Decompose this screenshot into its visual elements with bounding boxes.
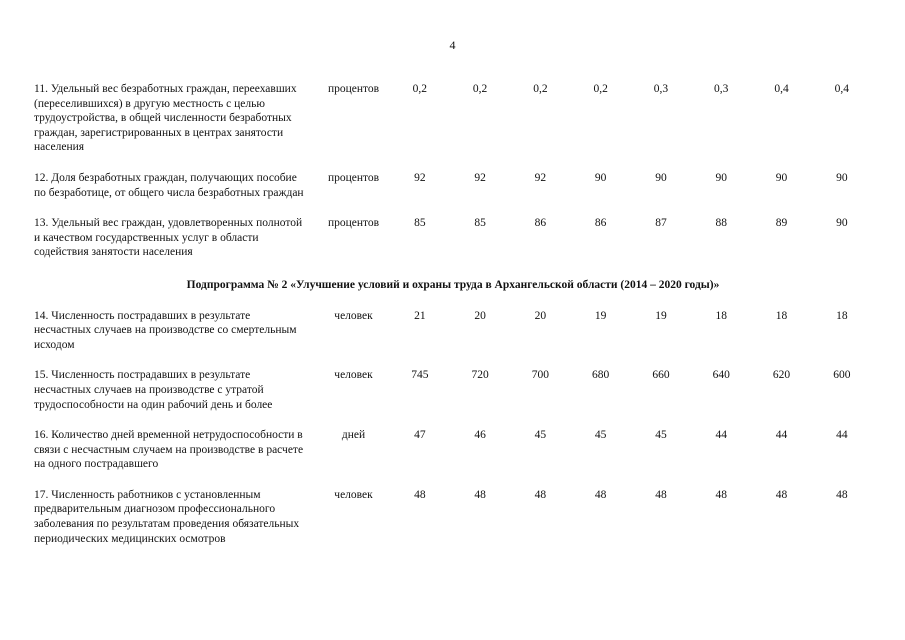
indicator-name: 16. Количество дней временной нетрудоспособности в связи с несчастным случаем на производстве в расчете на одного пострадавшего	[34, 429, 304, 471]
table-row	[34, 488, 872, 562]
value-cell: 90	[836, 217, 848, 230]
indicator-name: 12. Доля безработных граждан, получающих пособие по безработице, от общего числа безработных граждан	[34, 171, 304, 199]
value-cell: 90	[775, 171, 788, 184]
value-cell: 90	[655, 171, 667, 184]
value-cell: 92	[414, 171, 426, 184]
value-cell: 48	[534, 488, 547, 501]
value-cell: 19	[655, 309, 667, 322]
value-cell: 45	[655, 429, 667, 442]
value-cell: 21	[414, 309, 426, 322]
value-cell: 20	[534, 309, 547, 322]
table-row	[34, 82, 872, 171]
value-cell: 0,2	[472, 83, 488, 95]
table-row	[34, 171, 872, 216]
value-cell: 0,2	[593, 83, 608, 95]
value-cell: 44	[715, 429, 727, 442]
value-cell: 48	[474, 488, 486, 501]
unit-cell: процентов	[327, 83, 380, 95]
subprogram-title: Подпрограмма № 2 «Улучшение условий и охраны труда в Архангельской области (2014 – 2020 годы)»	[186, 278, 720, 291]
unit-cell: человек	[334, 369, 373, 382]
unit-cell: процентов	[327, 171, 380, 184]
value-cell: 85	[414, 217, 426, 230]
value-cell: 48	[715, 488, 727, 501]
indicator-name: 14. Численность пострадавших в результате несчастных случаев на производстве со смертельным исходом	[34, 309, 297, 351]
value-cell: 86	[534, 217, 547, 230]
value-cell: 44	[775, 429, 788, 442]
value-cell: 680	[592, 369, 610, 382]
page-number: 4	[449, 38, 456, 52]
value-cell: 85	[474, 217, 486, 230]
value-cell: 0,2	[533, 83, 548, 95]
value-cell: 0,3	[653, 83, 669, 95]
value-cell: 48	[836, 488, 848, 501]
value-cell: 48	[655, 488, 667, 501]
unit-cell: человек	[334, 309, 373, 322]
value-cell: 48	[594, 488, 607, 501]
value-cell: 745	[411, 369, 429, 382]
value-cell: 20	[474, 309, 486, 322]
value-cell: 48	[775, 488, 788, 501]
value-cell: 92	[474, 171, 486, 184]
value-cell: 86	[594, 217, 607, 230]
value-cell: 45	[594, 429, 607, 442]
value-cell: 620	[772, 369, 791, 382]
value-cell: 90	[715, 171, 727, 184]
value-cell: 92	[534, 171, 547, 184]
value-cell: 19	[594, 309, 607, 322]
table-row	[34, 309, 872, 369]
value-cell: 47	[414, 429, 426, 442]
value-cell: 600	[833, 369, 851, 382]
value-cell: 18	[715, 309, 727, 322]
value-cell: 90	[594, 171, 607, 184]
value-cell: 18	[775, 309, 788, 322]
indicator-name: 17. Численность работников с установленным предварительным диагнозом профессионального заболевания по результатам проведения обязательных периодических медицинских осмотров	[34, 488, 300, 545]
value-cell: 88	[715, 217, 727, 230]
value-cell: 660	[652, 369, 670, 382]
value-cell: 0,2	[412, 83, 428, 95]
table-row	[34, 368, 872, 428]
indicator-name: 11. Удельный вес безработных граждан, переехавших (переселившихся) в другую местность с целью трудоустройства, в общей численности безработных граждан, зарегистрированных в центрах занятости населения	[34, 83, 297, 154]
value-cell: 89	[775, 217, 788, 230]
value-cell: 45	[534, 429, 547, 442]
value-cell: 87	[655, 217, 667, 230]
value-cell: 46	[474, 429, 486, 442]
value-cell: 640	[712, 369, 730, 382]
value-cell: 700	[531, 369, 550, 382]
value-cell: 90	[836, 171, 848, 184]
unit-cell: процентов	[327, 217, 380, 230]
subprogram-heading-row	[34, 276, 872, 309]
value-cell: 48	[414, 488, 426, 501]
value-cell: 0,4	[774, 83, 789, 95]
indicators-table	[34, 82, 872, 562]
value-cell: 720	[471, 369, 489, 382]
value-cell: 18	[836, 309, 848, 322]
indicator-name: 15. Численность пострадавших в результате несчастных случаев на производстве с утратой трудоспособности на один рабочий день и более	[34, 369, 273, 411]
table-row	[34, 428, 872, 488]
unit-cell: дней	[341, 429, 366, 442]
value-cell: 44	[836, 429, 848, 442]
value-cell: 0,3	[714, 83, 729, 95]
indicator-name: 13. Удельный вес граждан, удовлетворенных полнотой и качеством государственных услуг в области содействия занятости населения	[34, 217, 303, 259]
table-row	[34, 216, 872, 276]
unit-cell: человек	[334, 488, 373, 501]
value-cell: 0,4	[834, 83, 850, 95]
